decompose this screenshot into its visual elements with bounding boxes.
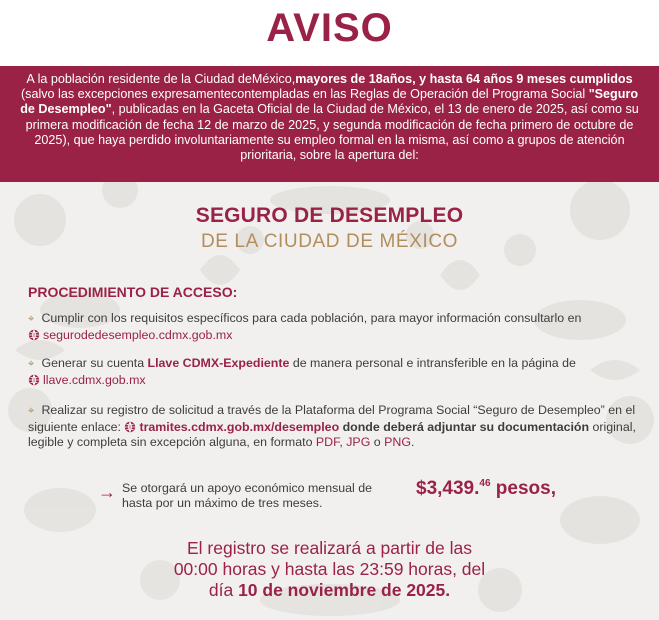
pin-bullet-icon: ⌖ [28,313,35,325]
procedure-heading: PROCEDIMIENTO DE ACCESO: [28,284,238,300]
segurodedesempleo-link[interactable]: segurodedesempleo.cdmx.gob.mx [43,327,233,342]
step2-text-post: de manera personal e intransferible en la página de [289,356,576,370]
schedule-line-2: 00:00 horas y hasta las 23:59 horas, del [173,559,486,579]
schedule-day-label: día [208,580,239,600]
step3-text-post: original, legible y completa sin excepción alguna, en formato [28,419,636,449]
llave-cdmx-link[interactable]: llave.cdmx.gob.mx [43,372,146,387]
format-pdf: PDF [315,435,340,449]
procedure-step-3 [28,403,638,451]
globe-icon [28,374,40,386]
program-title: SEGURO DE DESEMPLEO [195,204,464,227]
amount-cents: 46 [479,478,491,489]
step3-attachment-note: donde deberá adjuntar su documentación [339,419,590,434]
banner-intro: A la población residente de la Ciudad deMéxico, [26,72,296,86]
schedule-date: 10 de noviembre de 2025. [238,580,451,600]
pin-bullet-icon: ⌖ [28,405,35,417]
step1-text: Cumplir con los requisitos específicos para cada población, para mayor información consultarlo en [41,311,582,325]
procedure-step-2 [28,356,638,388]
amount-unit: pesos, [490,478,557,499]
schedule-line-3 [0,580,659,601]
globe-icon [124,421,136,433]
schedule-line-1: El registro se realizará a partir de las [187,538,472,558]
banner-text-a: (salvo las excepciones expresamentecontempladas en las Reglas de Operación del Programa Social [20,87,589,102]
banner-text-b: , publicadas en la Gaceta Oficial de la Ciudad de México, el 13 de enero de 2025, así como su primera modificación de fecha 12 de marzo de 2025, y segunda modificación de fecha primero de octubre de 2025), que haya perdido involuntariamente su empleo formal en la misma, así como a grupos de atención prioritaria, sobre la apertura del: [25,102,639,163]
registration-schedule [0,538,659,601]
amount-main: $3,439. [416,478,480,499]
program-subtitle: DE LA CIUDAD DE MÉXICO [200,231,459,252]
format-separator-1: , [339,435,347,449]
format-png: PNG [384,435,411,449]
banner-age-requirement: mayores de 18años, y hasta 64 años 9 meses cumplidos [295,72,633,86]
llave-cdmx-label: Llave CDMX-Expediente [147,356,290,370]
globe-icon [28,329,40,341]
notice-title: AVISO [266,6,393,50]
step3-text-pre: Realizar su registro de solicitud a través de la Plataforma del Programa Social “Seguro de Desempleo” en el siguiente enlace: [28,403,636,434]
step3-end: . [410,435,415,449]
eligibility-banner [0,66,659,182]
benefit-text: Se otorgará un apoyo económico mensual de hasta por un máximo de tres meses. [122,481,373,510]
format-separator-2: o [370,435,385,449]
tramites-desempleo-link[interactable]: tramites.cdmx.gob.mx/desempleo [139,419,340,434]
pin-bullet-icon: ⌖ [28,358,35,370]
procedure-step-1 [28,311,638,343]
benefit-amount [416,478,556,500]
banner-program-name: "Seguro de Desempleo" [20,87,639,117]
arrow-right-icon: → [98,482,116,502]
step2-text-pre: Generar su cuenta [41,356,148,370]
format-jpg: JPG [346,435,371,449]
